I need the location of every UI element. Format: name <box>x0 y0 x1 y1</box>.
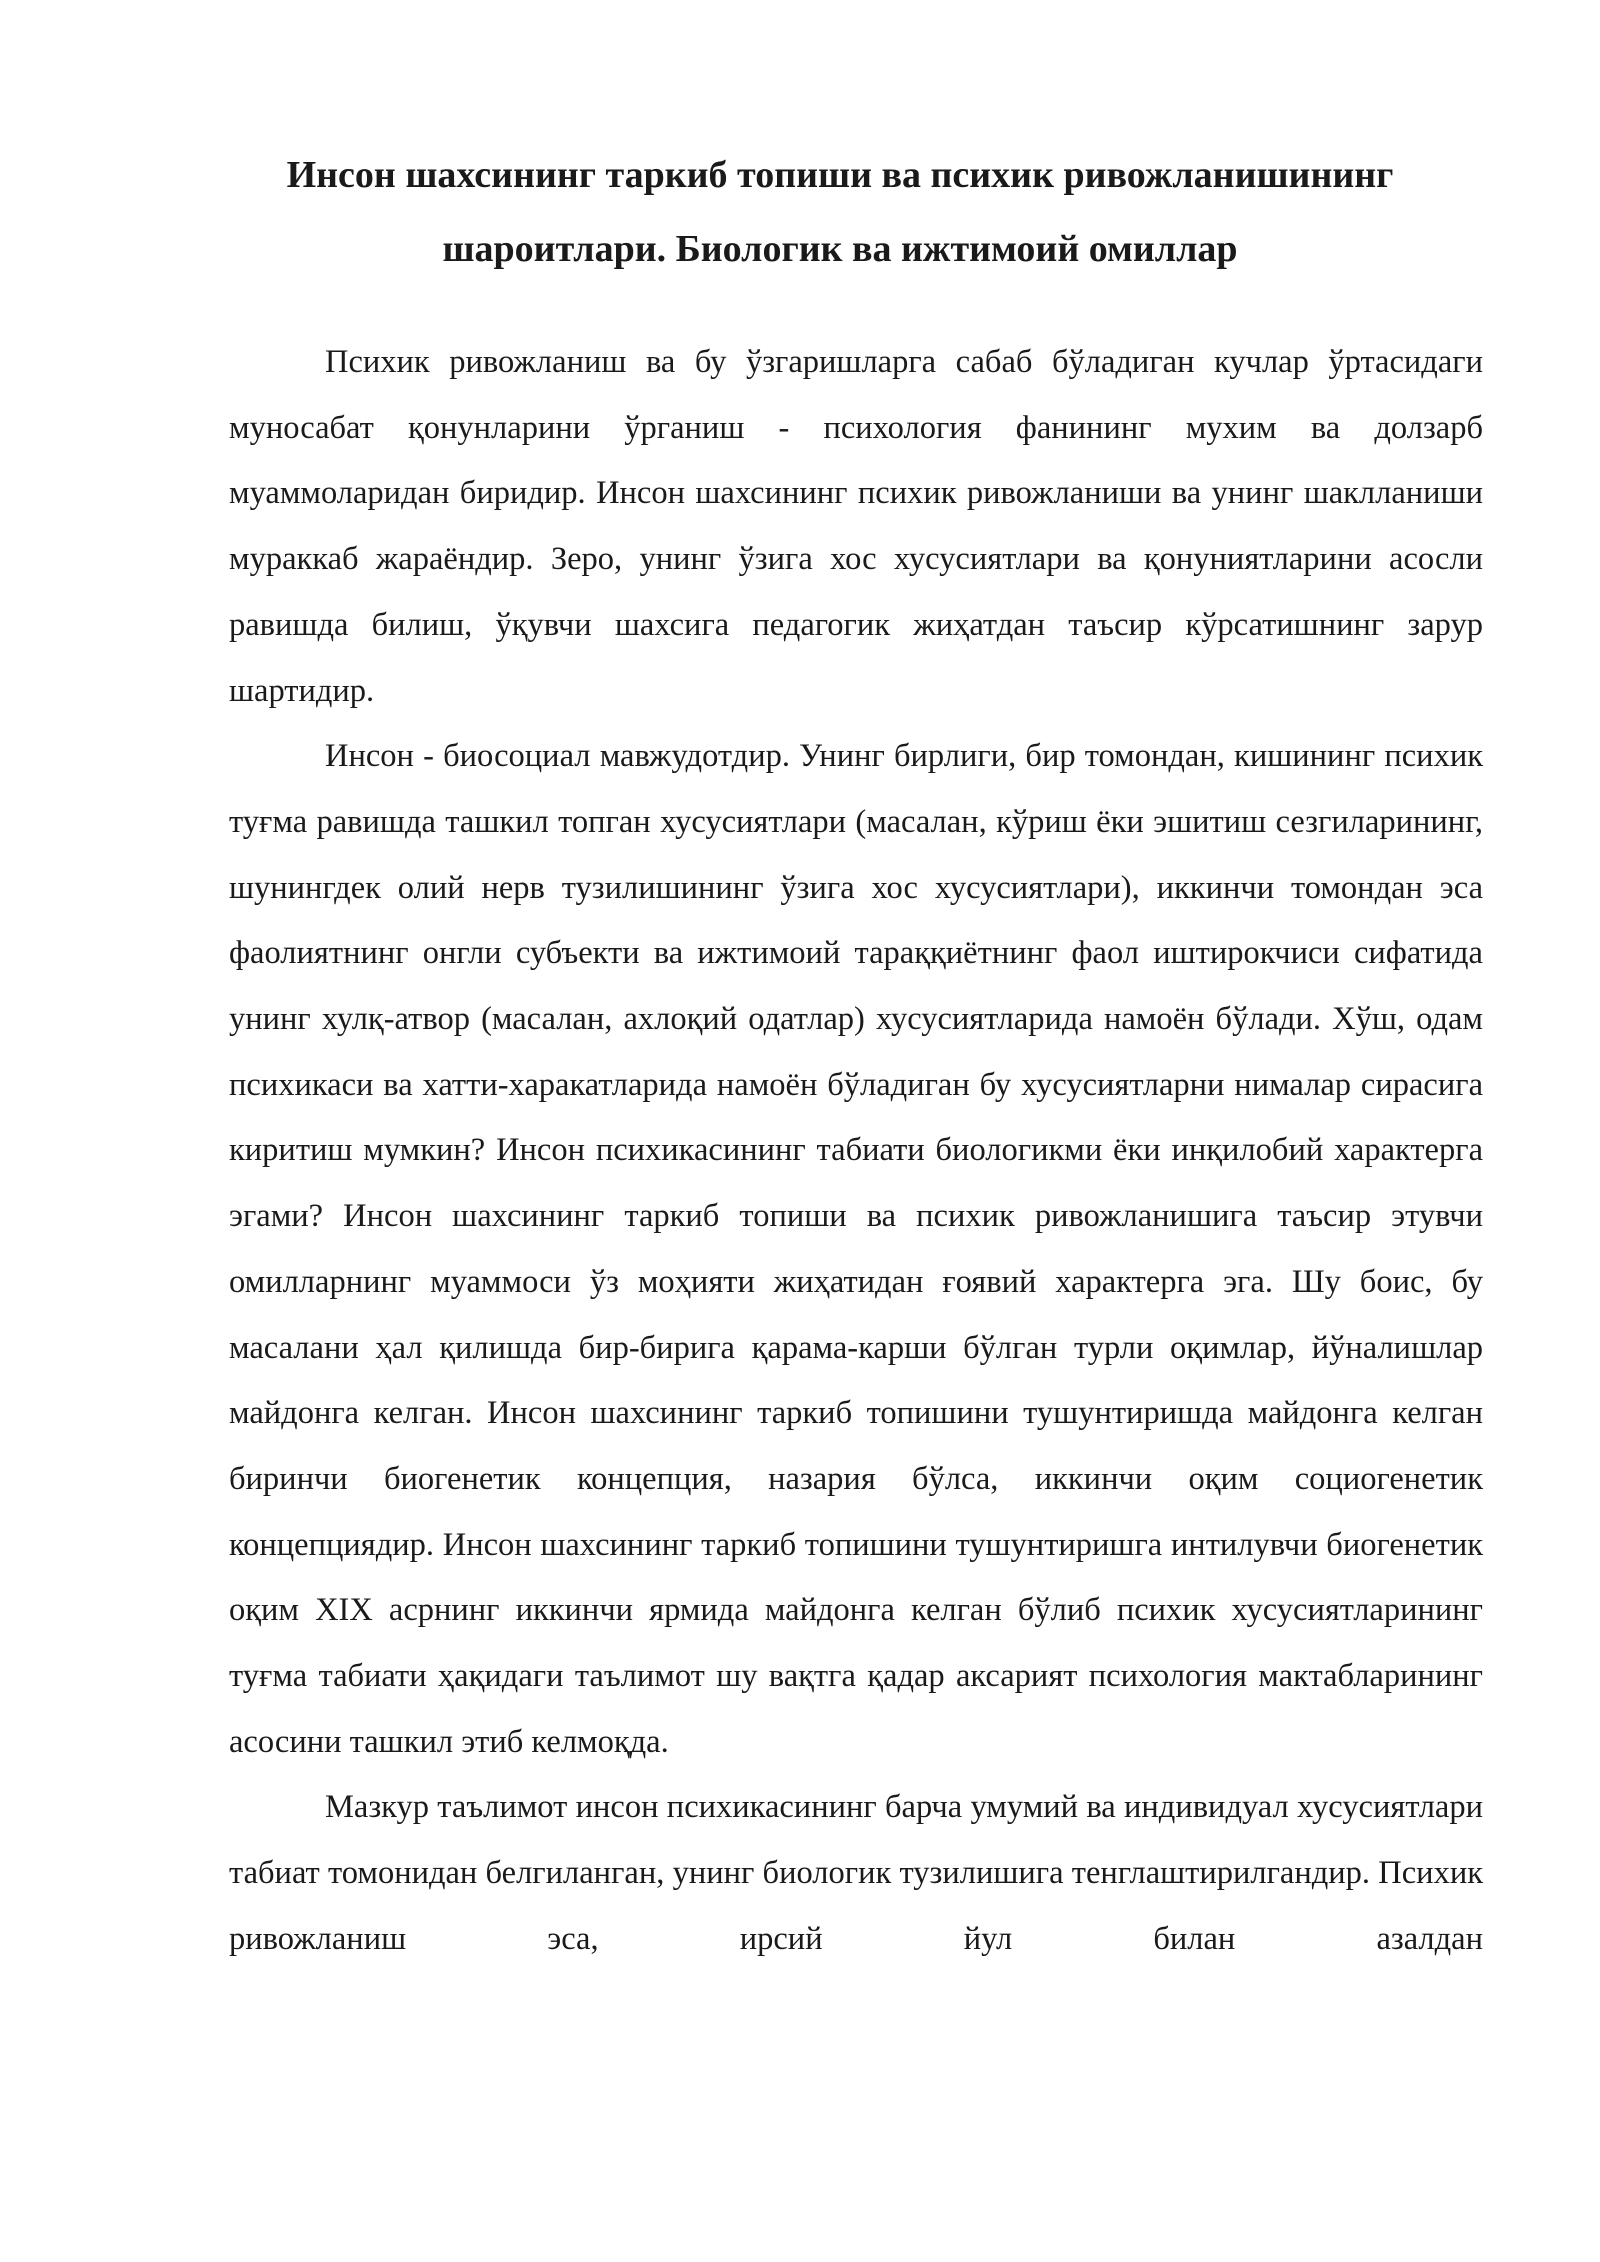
title-line-2: шароитлари. Биологик ва ижтимоий омиллар <box>442 228 1238 270</box>
paragraph-1: Психик ривожланиш ва бу ўзгаришларга сабаб бўладиган кучлар ўртасидаги муносабат қонунларини ўрганиш - психология фанининг мухим ва долзарб муаммоларидан биридир. Инсон шахсининг психик ривожланиши ва унинг шаклланиши мураккаб жараёндир. Зеро, унинг ўзига хос хусусиятлари ва қонуниятларини асосли равишда билиш, ўқувчи шахсига педагогик жиҳатдан таъсир кўрсатишнинг зарур шартидир. <box>229 344 1483 709</box>
title-line-1: Инсон шахсининг таркиб топиши ва психик ривожланишининг <box>286 154 1394 196</box>
document-body <box>229 330 1483 1973</box>
paragraph-2: Инсон - биосоциал мавжудотдир. Унинг бирлиги, бир томондан, кишининг психик туғма равишда ташкил топган хусусиятлари (масалан, кўриш ёки эшитиш сезгиларининг, шунингдек олий нерв тузилишининг ўзига хос хусусиятлари), иккинчи томондан эса фаолиятнинг онгли субъекти ва ижтимоий тараққиётнинг фаол иштирокчиси сифатида унинг хулқ-атвор (масалан, ахлоқий одатлар) хусусиятларида намоён бўлади. Хўш, одам психикаси ва хатти-харакатларида намоён бўладиган бу хусусиятларни нималар сирасига киритиш мумкин? Инсон психикасининг табиати биологикми ёки инқилобий характерга эгами? Инсон шахсининг таркиб топиши ва психик ривожланишига таъсир этувчи омилларнинг муаммоси ўз моҳияти жиҳатидан ғоявий характерга эга. Шу боис, бу масалани ҳал қилишда бир-бирига қарама-карши бўлган турли оқимлар, йўналишлар майдонга келган. Инсон шахсининг таркиб топишини тушунтиришда майдонга келган биринчи биогенетик концепция, назария бўлса, иккинчи оқим социогенетик концепциядир. Инсон шахсининг таркиб топишини тушунтиришга интилувчи биогенетик оқим XIX асрнинг иккинчи ярмида майдонга келган бўлиб психик хусусиятларининг туғма табиати ҳақидаги таълимот шу вақтга қадар аксарият психология мактабларининг асосини ташкил этиб келмоқда. <box>229 738 1483 1760</box>
paragraph-3: Мазкур таълимот инсон психикасининг барча умумий ва индивидуал хусусиятлари табиат томонидан белгиланган, унинг биологик тузилишига тенглаштирилгандир. Психик ривожланиш эса, ирсий йул билан азалдан <box>229 1789 1483 1957</box>
document-title <box>200 138 1480 286</box>
